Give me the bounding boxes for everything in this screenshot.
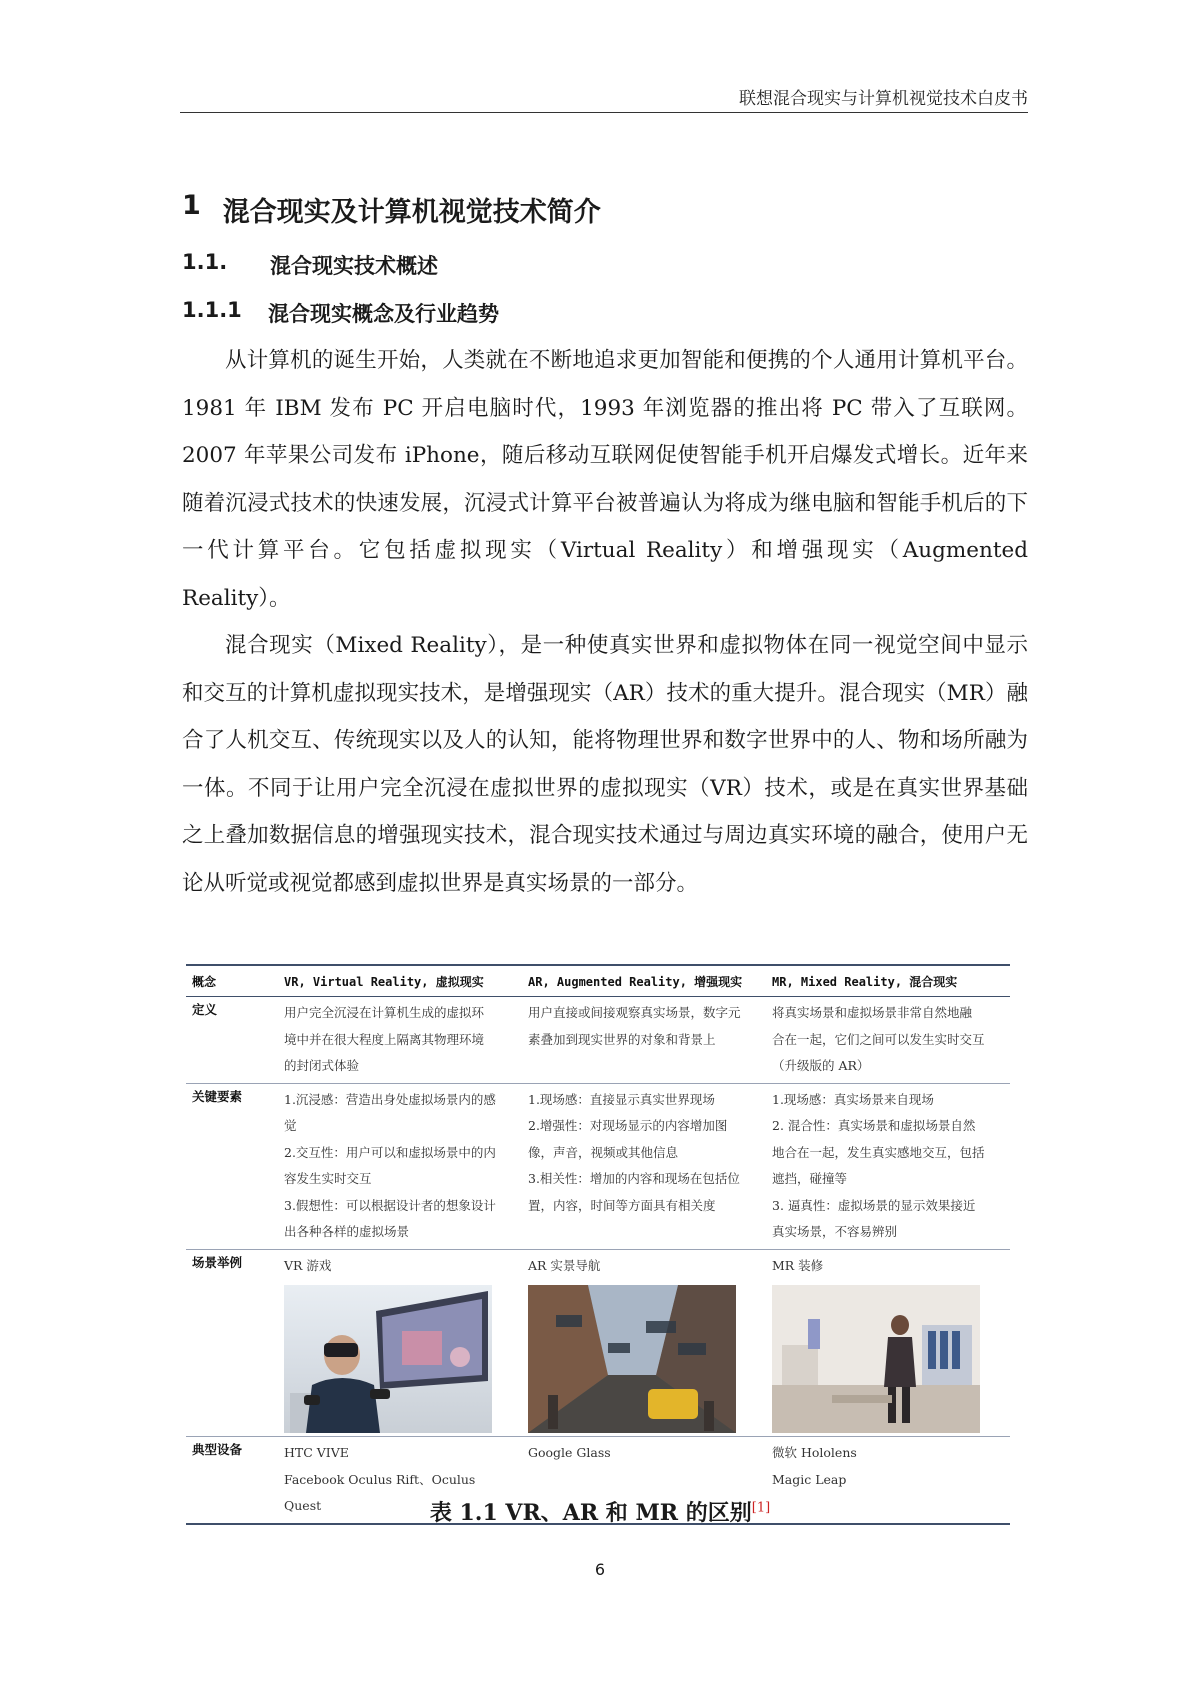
- cell-line: 置，内容，时间等方面具有相关度: [528, 1197, 716, 1213]
- cell-line: AR 实景导航: [528, 1257, 601, 1273]
- ar-example: [522, 1249, 766, 1437]
- vr-example: [278, 1249, 522, 1437]
- cell-line: 出各种各样的虚拟场景: [284, 1224, 410, 1239]
- subsection-heading: [182, 250, 438, 280]
- cell-line: Facebook Oculus Rift、Oculus Quest: [284, 1471, 476, 1513]
- table-row: [186, 1249, 1010, 1437]
- vr-gaming-photo: [284, 1285, 492, 1433]
- cell-line: 1.现场感：直接显示真实世界现场: [528, 1091, 715, 1107]
- subsection-title: 混合现实技术概述: [270, 254, 438, 278]
- paragraph: 混合现实（Mixed Reality），是一种使真实世界和虚拟物体在同一视觉空间中显示和交互的计算机虚拟现实技术，是增强现实（AR）技术的重大提升。混合现实（MR）融合了人机交互、传统现实以及人的认知，能将物理世界和数字世界中的人、物和场所融为一体。不同于让用户完全沉浸在虚拟世界的虚拟现实（VR）技术，或是在真实世界基础之上叠加数据信息的增强现实技术，混合现实技术通过与周边真实环境的融合，使用户无论从听觉或视觉都感到虚拟世界是真实场景的一部分。: [182, 633, 1028, 896]
- row-label: 典型设备: [186, 1437, 278, 1524]
- ar-navigation-photo: [528, 1285, 736, 1433]
- cell-line: 3. 逼真性：虚拟场景的显示效果接近: [772, 1197, 976, 1213]
- cell-line: 素叠加到现实世界的对象和背景上: [528, 1031, 716, 1047]
- caption-text: 表 1.1 VR、AR 和 MR 的区别: [429, 1500, 752, 1526]
- cell-line: 将真实场景和虚拟场景非常自然地融: [772, 1005, 973, 1020]
- mr-decoration-photo: [772, 1285, 980, 1433]
- cell-line: HTC VIVE: [284, 1445, 349, 1460]
- mr-decoration-illustration: [772, 1285, 980, 1433]
- ar-elements: [522, 1083, 766, 1249]
- section-number: 1: [182, 190, 201, 221]
- cell-line: （升级版的 AR）: [772, 1058, 870, 1073]
- subsubsection-title: 混合现实概念及行业趋势: [268, 302, 499, 326]
- row-label: 场景举例: [186, 1249, 278, 1437]
- vr-definition: [278, 997, 522, 1084]
- cell-line: 2.交互性：用户可以和虚拟场景中的内: [284, 1144, 496, 1160]
- cell-line: VR 游戏: [284, 1257, 332, 1273]
- subsection-number: 1.1.: [182, 250, 228, 274]
- cell-line: 1.现场感：真实场景来自现场: [772, 1091, 934, 1107]
- vr-elements: [278, 1083, 522, 1249]
- table-header-row: [186, 965, 1010, 997]
- table-row: [186, 1083, 1010, 1249]
- header-cell: VR, Virtual Reality, 虚拟现实: [278, 965, 522, 997]
- cell-line: 遮挡，碰撞等: [772, 1171, 848, 1186]
- running-header: 联想混合现实与计算机视觉技术白皮书: [739, 89, 1028, 109]
- cell-line: 真实场景，不容易辨别: [772, 1224, 898, 1239]
- ar-definition: [522, 997, 766, 1084]
- cell-line: MR 装修: [772, 1257, 824, 1273]
- header-cell: 概念: [186, 965, 278, 997]
- section-title: 混合现实及计算机视觉技术简介: [222, 197, 601, 228]
- mr-example: [766, 1249, 1010, 1437]
- cell-line: 用户完全沉浸在计算机生成的虚拟环: [284, 1005, 485, 1020]
- cell-line: 2. 混合性：真实场景和虚拟场景自然: [772, 1118, 976, 1133]
- cell-line: 觉: [284, 1118, 297, 1133]
- cell-line: 2.增强性：对现场显示的内容增加图: [528, 1118, 728, 1133]
- cell-line: Magic Leap: [772, 1471, 847, 1487]
- mr-elements: [766, 1083, 1010, 1249]
- mr-definition: [766, 997, 1010, 1084]
- cell-line: 地合在一起，发生真实感地交互，包括: [772, 1144, 985, 1160]
- subsubsection-number: 1.1.1: [182, 298, 242, 322]
- cell-line: 的封闭式体验: [284, 1058, 360, 1073]
- cell-line: 3.相关性：增加的内容和现场在包括位: [528, 1171, 740, 1186]
- cell-line: 境中并在很大程度上隔离其物理环境: [284, 1031, 485, 1047]
- row-label: 关键要素: [186, 1083, 278, 1249]
- paragraph: 从计算机的诞生开始，人类就在不断地追求更加智能和便携的个人通用计算机平台。1981 年 IBM 发布 PC 开启电脑时代，1993 年浏览器的推出将 PC 带入了互联网。2007 年苹果公司发布 iPhone，随后移动互联网促使智能手机开启爆发式增长。近年来随着沉浸式技术的快速发展，沉浸式计算平台被普遍认为将成为继电脑和智能手机后的下一代计算平台。它包括虚拟现实（Virtual Reality）和增强现实（Augmented Reality）。: [182, 348, 1028, 611]
- cell-line: 1.沉浸感：营造出身处虚拟场景内的感: [284, 1091, 496, 1107]
- row-label: 定义: [186, 997, 278, 1084]
- cell-line: 容发生实时交互: [284, 1171, 372, 1186]
- section-heading: [182, 190, 601, 229]
- table-row: [186, 997, 1010, 1084]
- comparison-table: [186, 964, 1010, 1525]
- subsubsection-heading: [182, 298, 499, 328]
- cell-line: Google Glass: [528, 1445, 611, 1460]
- header-rule: [180, 112, 1028, 113]
- cell-line: 合在一起，它们之间可以发生实时交互: [772, 1031, 985, 1047]
- vr-gaming-illustration: [284, 1285, 492, 1433]
- cell-line: 3.假想性：可以根据设计者的想象设计: [284, 1197, 496, 1213]
- cell-line: 微软 Hololens: [772, 1445, 857, 1460]
- header-cell: AR, Augmented Reality, 增强现实: [522, 965, 766, 997]
- citation-ref[interactable]: [1]: [751, 1500, 771, 1516]
- table-caption: [0, 1496, 1200, 1527]
- page-number: 6: [594, 1560, 606, 1579]
- header-cell: MR, Mixed Reality, 混合现实: [766, 965, 1010, 997]
- cell-line: 用户直接或间接观察真实场景，数字元: [528, 1005, 741, 1020]
- cell-line: 像，声音，视频或其他信息: [528, 1144, 679, 1160]
- ar-navigation-illustration: [528, 1285, 736, 1433]
